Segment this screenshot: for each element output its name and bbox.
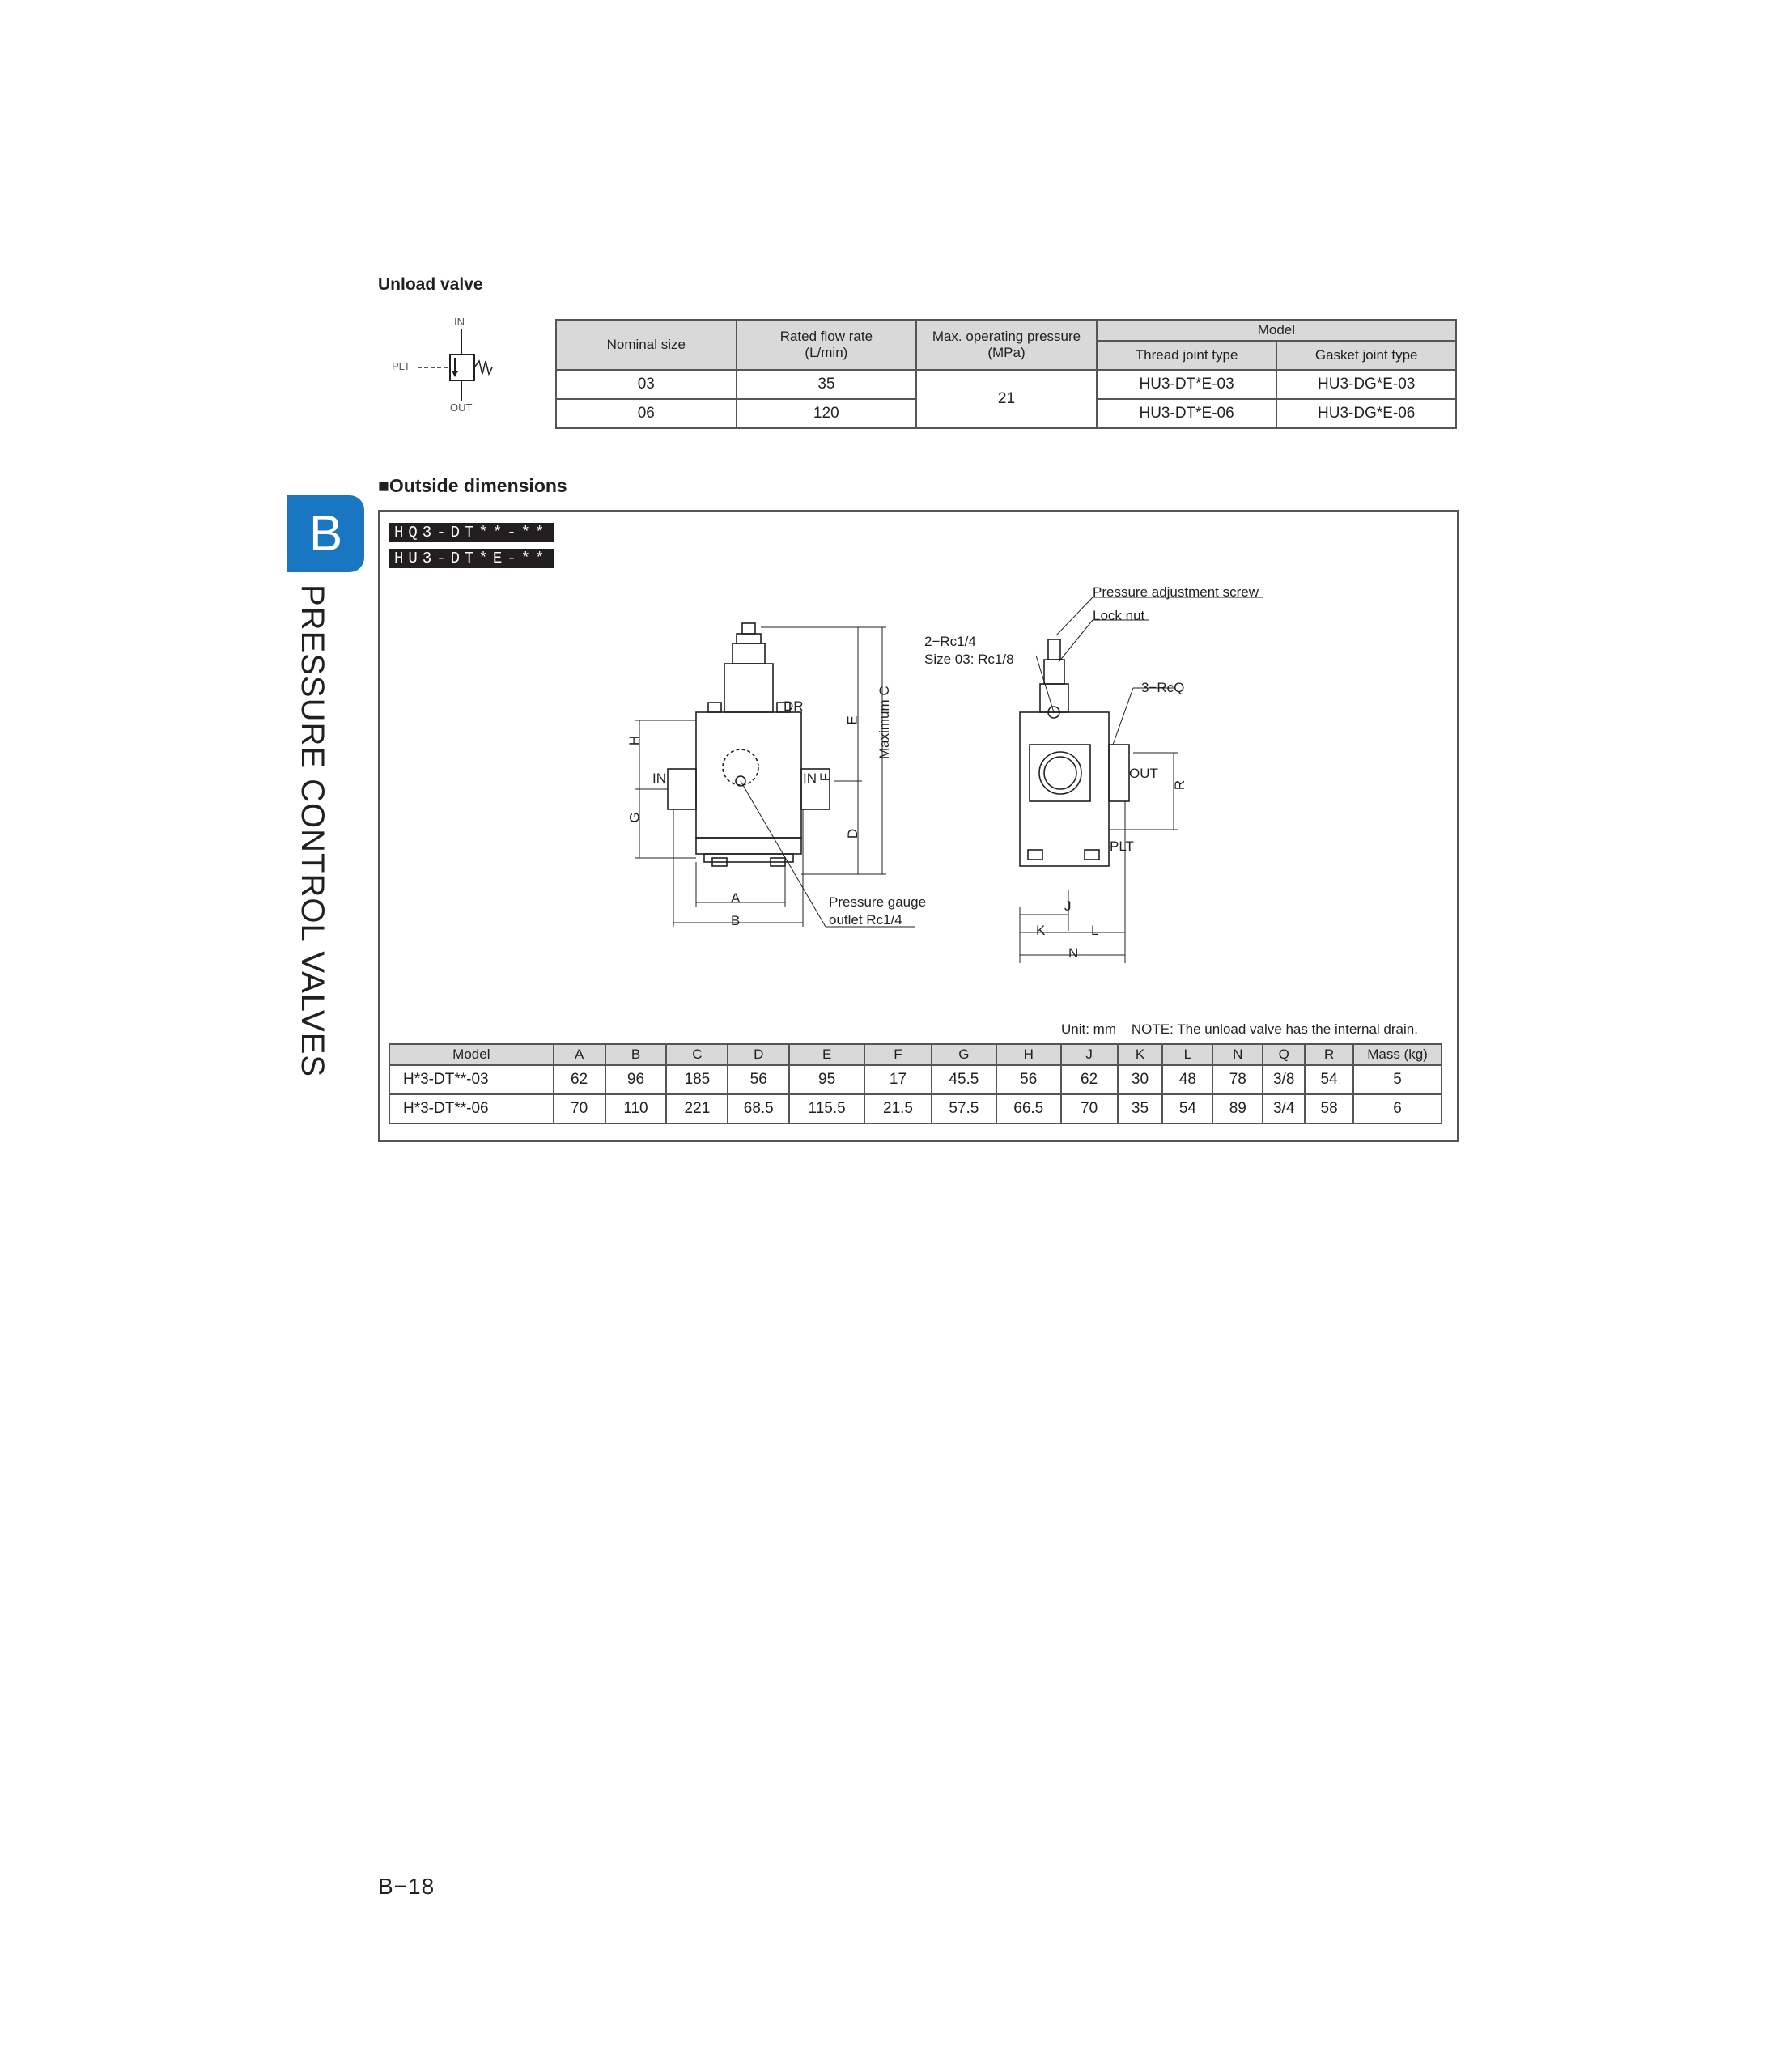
header-cell: L (1162, 1044, 1212, 1065)
label-k: K (1036, 923, 1046, 938)
label-j: J (1064, 898, 1072, 914)
cell: 70 (554, 1094, 605, 1123)
cell: 54 (1305, 1065, 1353, 1094)
label-r: R (1172, 779, 1188, 791)
label-e: E (844, 715, 860, 725)
cell: 54 (1162, 1094, 1212, 1123)
section-title: ■Outside dimensions (378, 475, 567, 496)
cell: 62 (554, 1065, 605, 1094)
header-cell: Q (1263, 1044, 1305, 1065)
valve-drawing (615, 583, 1344, 987)
cell-pressure: 21 (916, 370, 1097, 428)
cell: 68.5 (728, 1094, 789, 1123)
cell: 57.5 (932, 1094, 996, 1123)
model-tag: HQ3-DT**-** (389, 523, 554, 542)
cell: 221 (666, 1094, 728, 1123)
cell: 6 (1353, 1094, 1442, 1123)
header-rated-flow: Rated flow rate (L/min) (737, 320, 917, 370)
cell-thread: HU3-DT*E-06 (1097, 399, 1277, 428)
cell-size: 03 (556, 370, 737, 399)
symbol-out-label: OUT (450, 401, 473, 414)
label-d: D (845, 828, 861, 839)
table-header-row (389, 1044, 1442, 1065)
cell: 96 (605, 1065, 667, 1094)
header-nominal-size: Nominal size (556, 320, 737, 370)
header-max-pressure: Max. operating pressure (MPa) (916, 320, 1097, 370)
label-n: N (1068, 945, 1079, 961)
cell: 3/4 (1263, 1094, 1305, 1123)
label-in-right: IN (803, 771, 817, 786)
label-out: OUT (1129, 766, 1158, 781)
header-cell: D (728, 1044, 789, 1065)
table-row (389, 1065, 1442, 1094)
label-rcq: 3−RcQ (1141, 680, 1185, 695)
cell: 89 (1212, 1094, 1263, 1123)
table-row (556, 370, 1456, 399)
cell-gasket: HU3-DG*E-03 (1276, 370, 1456, 399)
header-cell: B (605, 1044, 667, 1065)
header-cell: E (789, 1044, 864, 1065)
label-lock-nut: Lock nut (1093, 608, 1145, 623)
model-tag: HU3-DT*E-** (389, 549, 554, 568)
cell: 17 (864, 1065, 932, 1094)
header-cell: F (864, 1044, 932, 1065)
dimension-table (389, 1043, 1442, 1124)
header-cell: A (554, 1044, 605, 1065)
cell: 21.5 (864, 1094, 932, 1123)
cell: 30 (1118, 1065, 1163, 1094)
label-f: F (817, 772, 834, 782)
cell: 5 (1353, 1065, 1442, 1094)
cell-gasket: HU3-DG*E-06 (1276, 399, 1456, 428)
section-heading: Unload valve (378, 275, 483, 294)
table-row (389, 1094, 1442, 1123)
label-b: B (731, 913, 741, 928)
cell: H*3-DT**-06 (389, 1094, 554, 1123)
cell: 48 (1162, 1065, 1212, 1094)
cell: 115.5 (789, 1094, 864, 1123)
header-cell: G (932, 1044, 996, 1065)
cell: 70 (1061, 1094, 1118, 1123)
cell: 56 (996, 1065, 1061, 1094)
label-plt: PLT (1110, 839, 1134, 854)
label-gauge-2: outlet Rc1/4 (829, 912, 902, 928)
cell: 62 (1061, 1065, 1118, 1094)
cell: 95 (789, 1065, 864, 1094)
spec-table (555, 319, 1457, 429)
symbol-in-label: IN (454, 316, 465, 328)
header-cell: R (1305, 1044, 1353, 1065)
cell: 185 (666, 1065, 728, 1094)
label-pressure-adjustment-screw: Pressure adjustment screw (1093, 584, 1259, 600)
label-g: G (626, 812, 643, 823)
unit-note: Unit: mm NOTE: The unload valve has the internal drain. (1061, 1021, 1418, 1037)
header-thread: Thread joint type (1097, 341, 1277, 370)
cell-thread: HU3-DT*E-03 (1097, 370, 1277, 399)
cell-flow: 35 (737, 370, 917, 399)
label-h: H (626, 735, 643, 746)
cell: 3/8 (1263, 1065, 1305, 1094)
header-cell: Model (389, 1044, 554, 1065)
label-rc14: 2−Rc1/4 (924, 634, 976, 649)
header-cell: N (1212, 1044, 1263, 1065)
label-l: L (1091, 923, 1099, 938)
cell: H*3-DT**-03 (389, 1065, 554, 1094)
side-tab-letter: B (287, 495, 364, 572)
cell: 66.5 (996, 1094, 1061, 1123)
cell: 58 (1305, 1094, 1353, 1123)
header-cell: J (1061, 1044, 1118, 1065)
cell: 110 (605, 1094, 667, 1123)
symbol-plt-label: PLT (392, 360, 410, 372)
label-size03: Size 03: Rc1/8 (924, 652, 1014, 667)
cell: 35 (1118, 1094, 1163, 1123)
label-max-c: Maximum C (877, 686, 892, 759)
cell-flow: 120 (737, 399, 917, 428)
label-dr: DR (783, 698, 804, 714)
side-tab-title: PRESSURE CONTROL VALVES (295, 584, 330, 1078)
cell: 78 (1212, 1065, 1263, 1094)
header-cell: K (1118, 1044, 1163, 1065)
page-number: B−18 (378, 1874, 435, 1899)
label-a: A (731, 890, 741, 906)
header-model: Model (1097, 320, 1456, 341)
label-gauge-1: Pressure gauge (829, 894, 927, 910)
header-cell: Mass (kg) (1353, 1044, 1442, 1065)
cell: 56 (728, 1065, 789, 1094)
header-gasket: Gasket joint type (1276, 341, 1456, 370)
cell: 45.5 (932, 1065, 996, 1094)
header-cell: C (666, 1044, 728, 1065)
header-cell: H (996, 1044, 1061, 1065)
label-in-left: IN (652, 771, 666, 786)
cell-size: 06 (556, 399, 737, 428)
